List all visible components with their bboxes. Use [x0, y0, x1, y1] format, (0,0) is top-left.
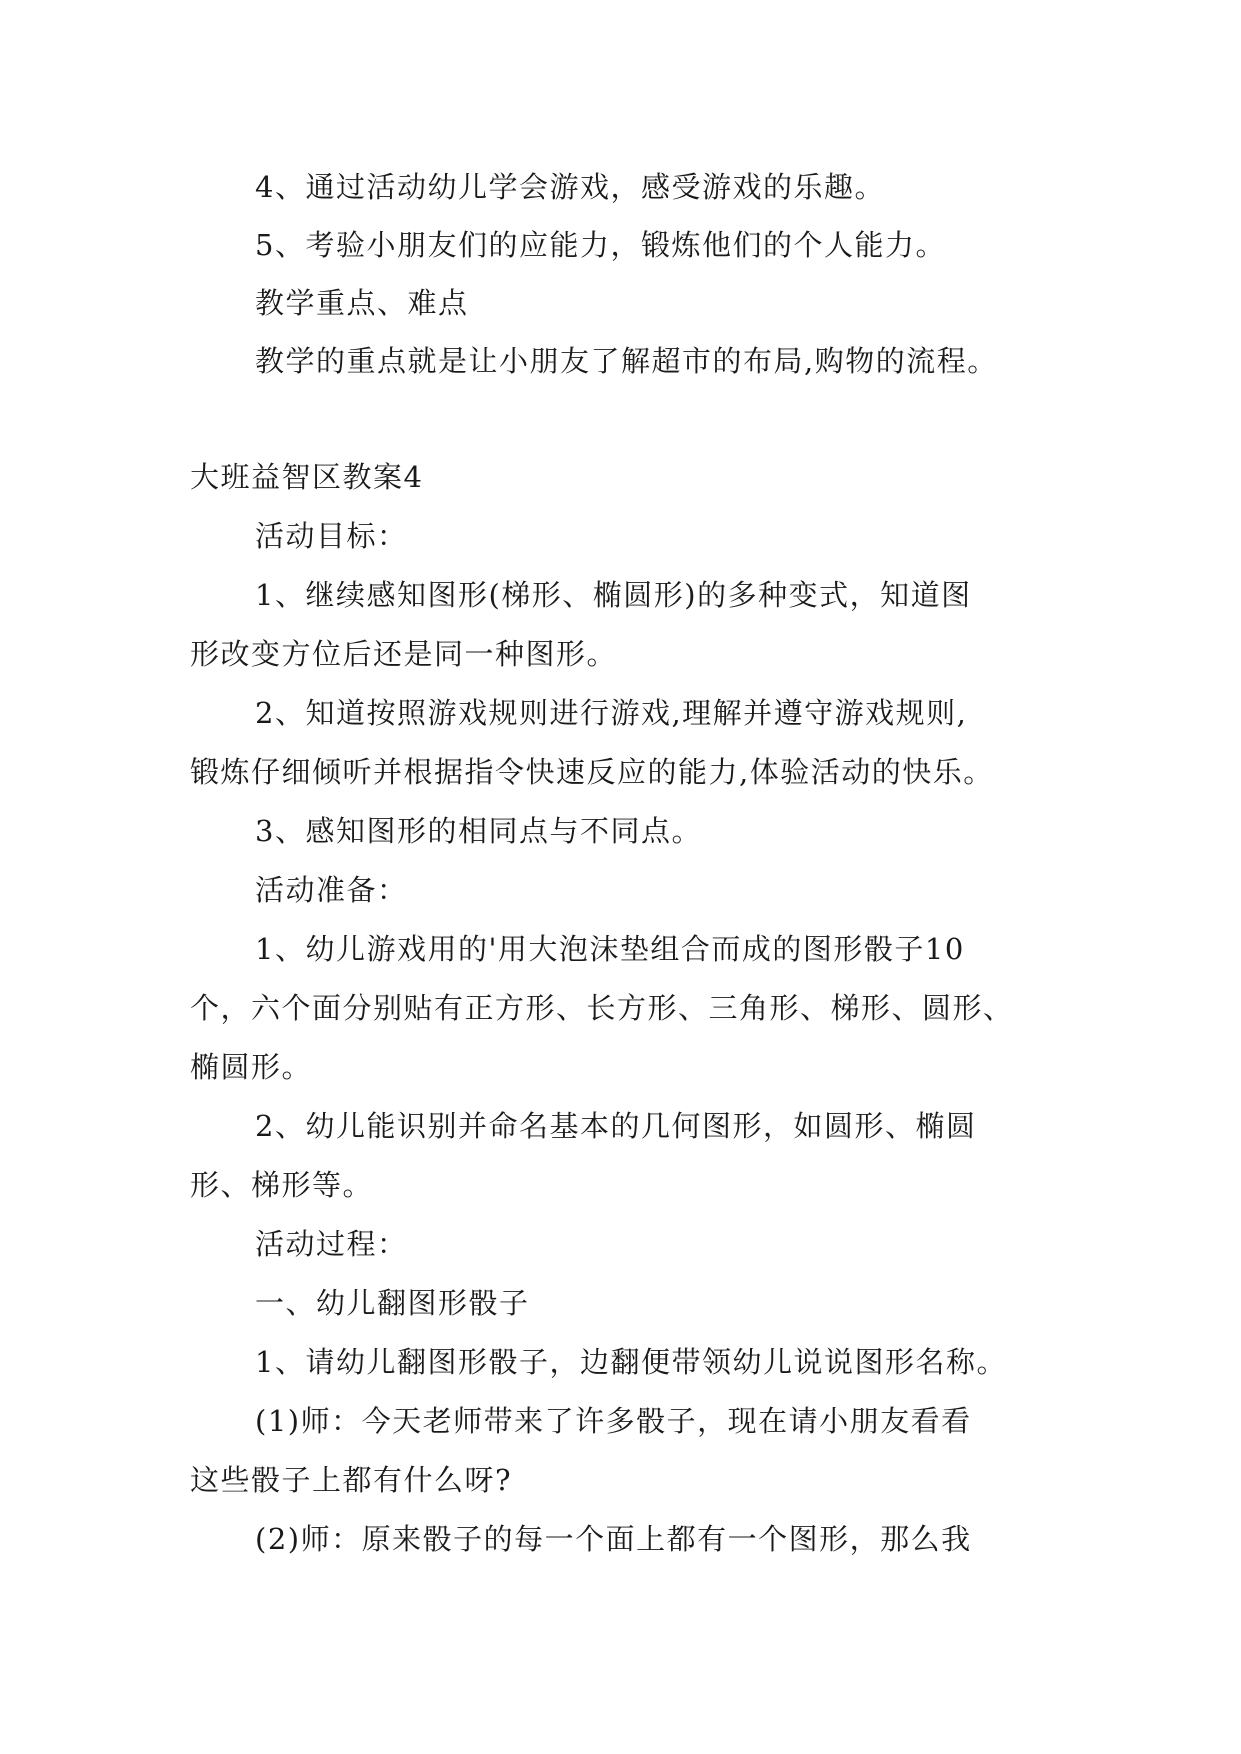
paragraph-goal-3: 3、感知图形的相同点与不同点。	[255, 814, 702, 848]
paragraph-dialogue-1-line-1: (1)师：今天老师带来了许多骰子，现在请小朋友看看	[255, 1404, 972, 1438]
paragraph-goal-1-line-1: 1、继续感知图形(梯形、椭圆形)的多种变式，知道图	[255, 578, 972, 612]
heading-activity-preparation: 活动准备：	[255, 873, 408, 907]
paragraph-prep-1-line-2: 个，六个面分别贴有正方形、长方形、三角形、梯形、圆形、	[190, 991, 1014, 1025]
heading-key-points: 教学重点、难点	[255, 286, 469, 320]
paragraph-prep-1-line-3: 椭圆形。	[190, 1050, 313, 1084]
paragraph-prep-2-line-2: 形、梯形等。	[190, 1168, 374, 1202]
paragraph-prep-2-line-1: 2、幼儿能识别并命名基本的几何图形，如圆形、椭圆	[255, 1109, 977, 1143]
paragraph-goal-5: 5、考验小朋友们的应能力，锻炼他们的个人能力。	[255, 228, 946, 262]
section-title: 大班益智区教案4	[190, 460, 424, 494]
paragraph-step-1: 1、请幼儿翻图形骰子，边翻便带领幼儿说说图形名称。	[255, 1345, 1007, 1379]
paragraph-goal-1-line-2: 形改变方位后还是同一种图形。	[190, 637, 618, 671]
paragraph-key-points: 教学的重点就是让小朋友了解超市的布局,购物的流程。	[255, 344, 998, 378]
paragraph-goal-2-line-2: 锻炼仔细倾听并根据指令快速反应的能力,体验活动的快乐。	[190, 755, 994, 789]
heading-step-one: 一、幼儿翻图形骰子	[255, 1286, 530, 1320]
heading-activity-goals: 活动目标：	[255, 519, 408, 553]
heading-activity-process: 活动过程：	[255, 1227, 408, 1261]
paragraph-dialogue-2-line-1: (2)师：原来骰子的每一个面上都有一个图形，那么我	[255, 1522, 972, 1556]
paragraph-goal-4: 4、通过活动幼儿学会游戏，感受游戏的乐趣。	[255, 170, 885, 204]
paragraph-prep-1-line-1: 1、幼儿游戏用的'用大泡沫垫组合而成的图形骰子10	[255, 932, 965, 966]
paragraph-goal-2-line-1: 2、知道按照游戏规则进行游戏,理解并遵守游戏规则,	[255, 696, 968, 730]
paragraph-dialogue-1-line-2: 这些骰子上都有什么呀?	[190, 1463, 513, 1497]
